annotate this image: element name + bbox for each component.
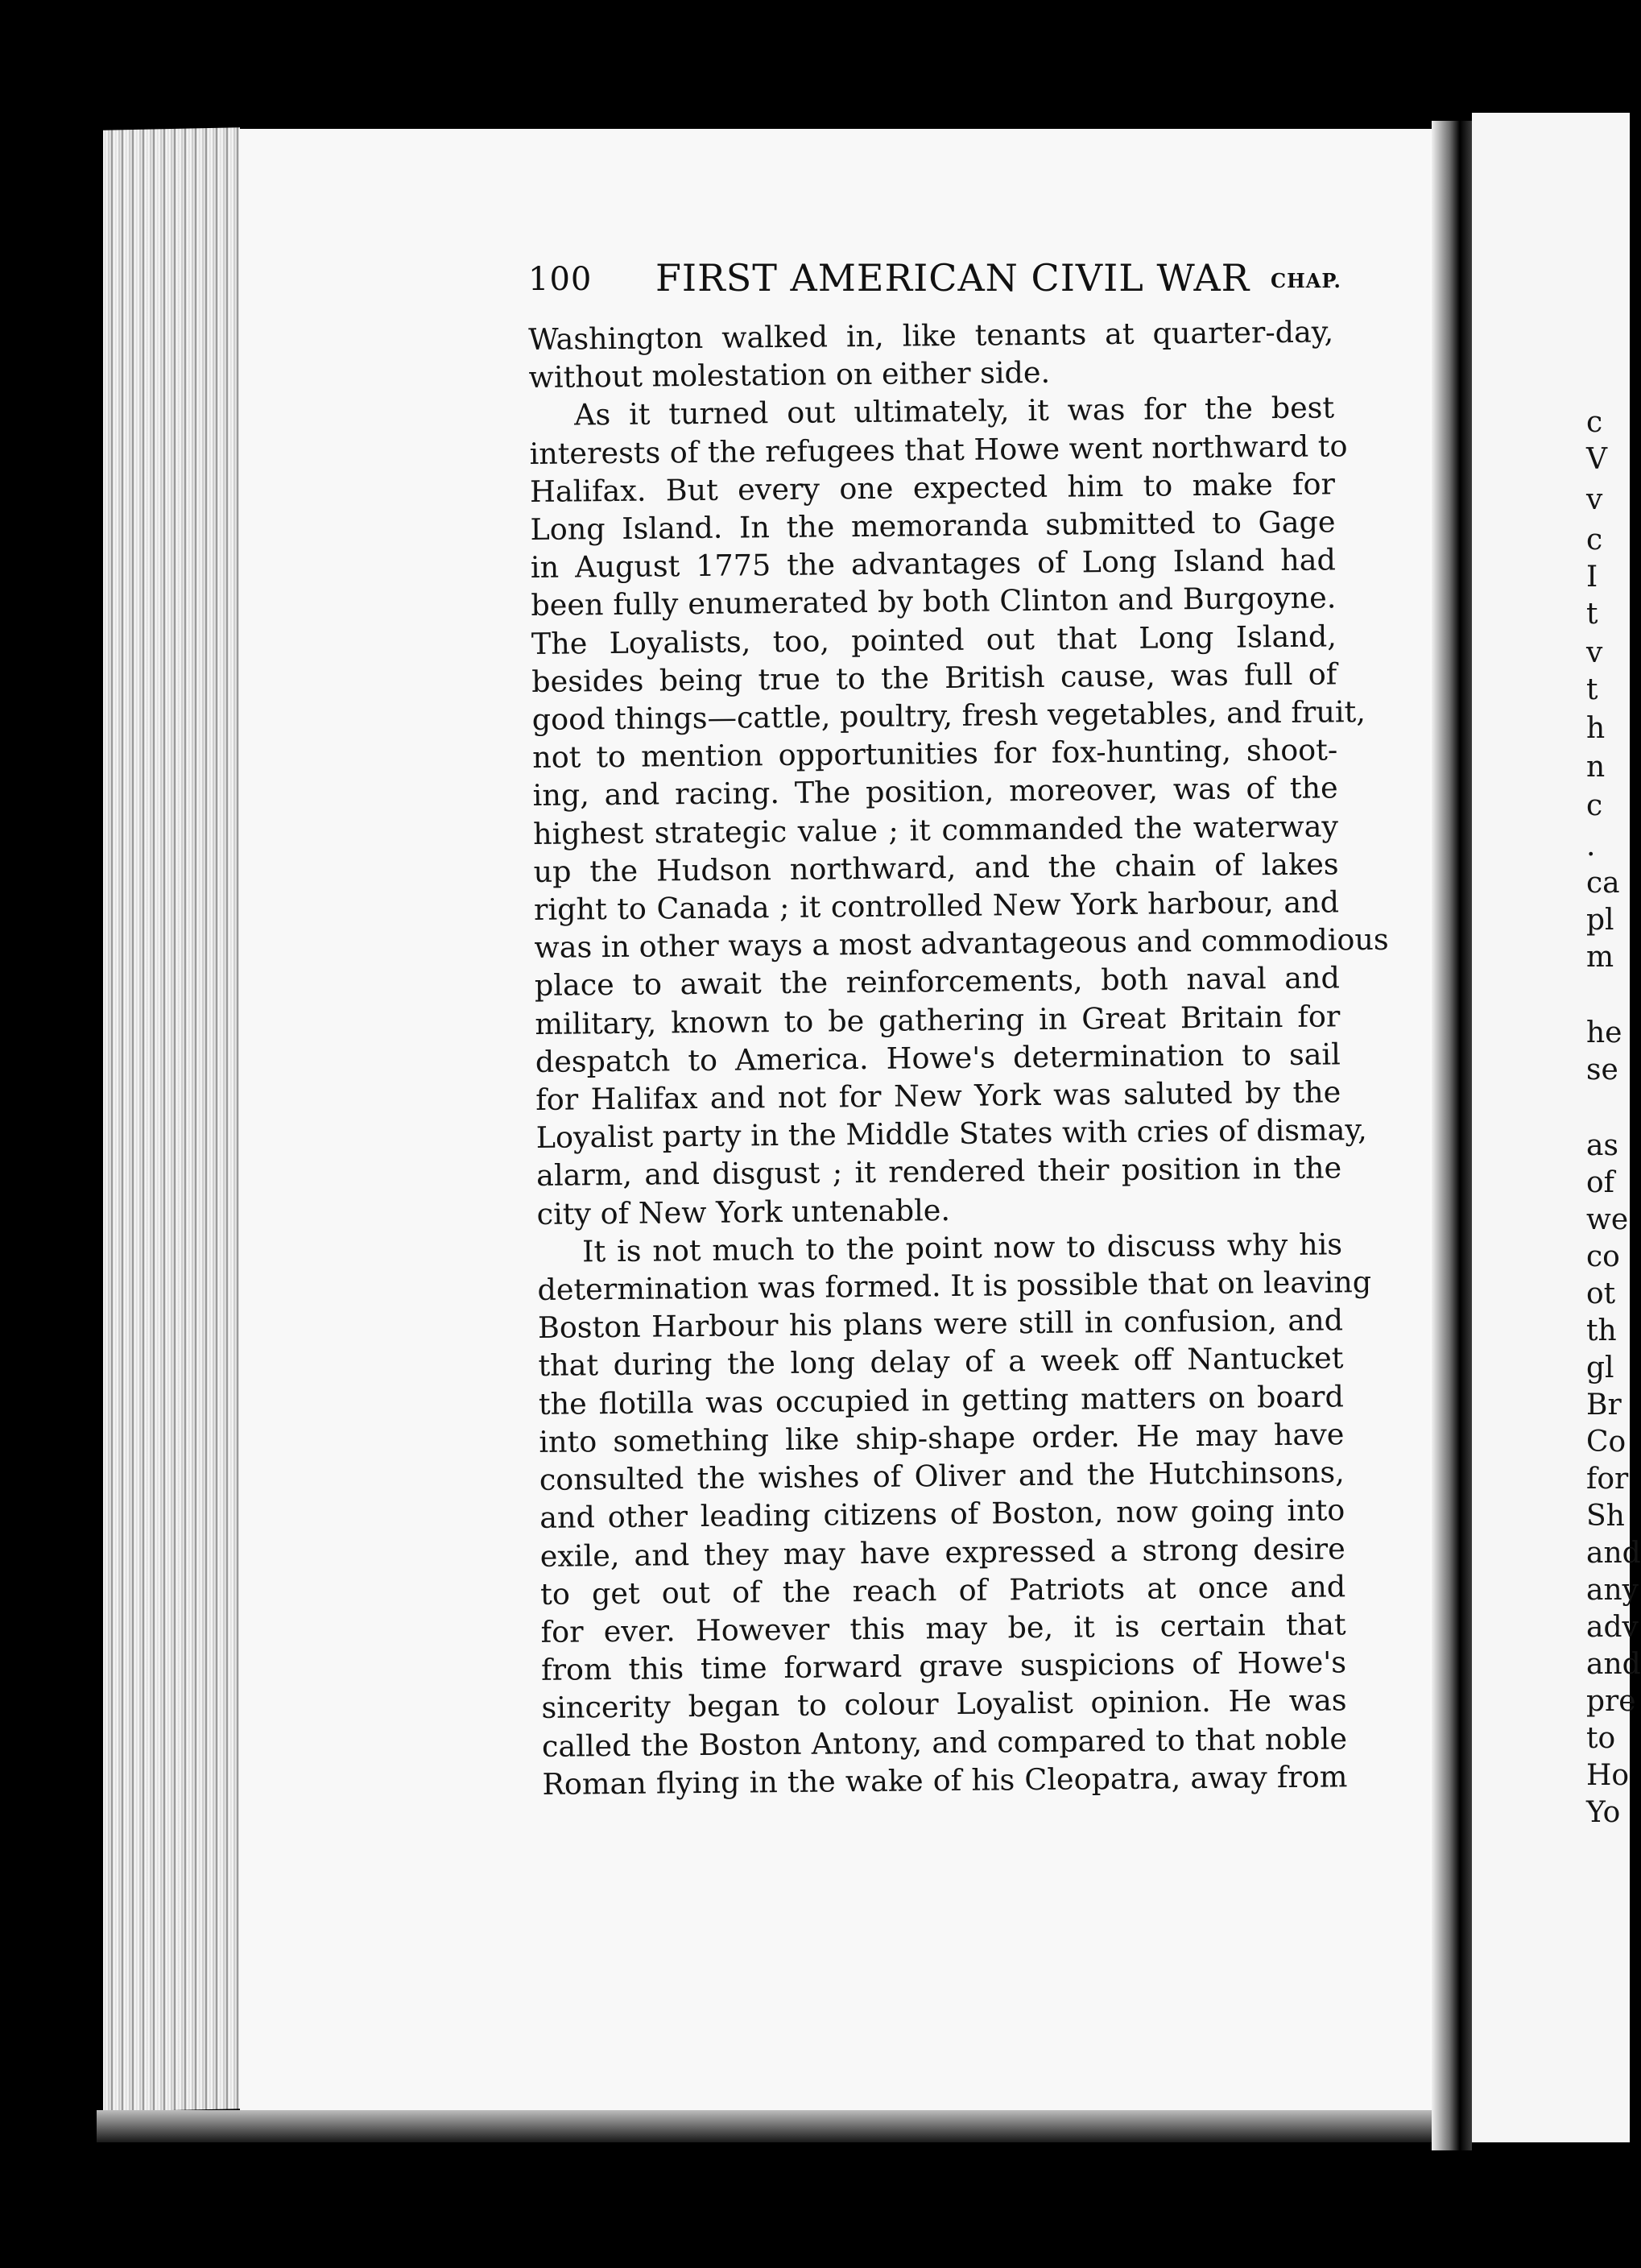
text-line: consulted the wishes of Oliver and the Hutchinsons, <box>539 1455 1345 1498</box>
text-line: the flotilla was occupied in getting matters on board <box>538 1379 1345 1422</box>
next-page-fragment: c <box>1586 789 1603 822</box>
next-page-fragment: V <box>1586 443 1607 476</box>
next-page-fragment: and <box>1586 1648 1641 1681</box>
next-page-fragment: v <box>1586 636 1603 669</box>
running-title: FIRST AMERICAN CIVIL WAR <box>655 256 1250 300</box>
text-line: in August 1775 the advantages of Long Island had <box>530 542 1337 586</box>
text-line: Washington walked in, like tenants at quarter-day, <box>528 314 1334 357</box>
next-page-fragment: Yo <box>1586 1796 1621 1829</box>
next-page-fragment: pre <box>1586 1685 1636 1718</box>
text-line: called the Boston Antony, and compared to that noble <box>541 1720 1348 1764</box>
text-line: It is not much to the point now to discuss why his <box>581 1227 1343 1269</box>
text-line: to get out of the reach of Patriots at once and <box>539 1569 1346 1612</box>
next-page-fragment: c <box>1586 406 1603 439</box>
text-line: highest strategic value ; it commanded the waterway <box>532 809 1339 851</box>
next-page-fragment: any <box>1586 1574 1639 1607</box>
text-line: and other leading citizens of Boston, now going into <box>539 1492 1345 1536</box>
text-line: Loyalist party in the Middle States with cries of dismay, <box>535 1112 1367 1156</box>
page-bottom-shadow <box>97 2110 1465 2142</box>
next-page-fragment: h <box>1586 712 1606 745</box>
next-page-fragment: . <box>1586 830 1596 863</box>
next-page-fragment: Sh <box>1586 1500 1625 1533</box>
next-page-fragment: he <box>1586 1016 1622 1049</box>
text-line: into something like ship-shape order. He may have <box>539 1417 1345 1459</box>
text-line: for Halifax and not for New York was saluted by the <box>535 1074 1341 1118</box>
next-page-fragment: ot <box>1586 1277 1616 1310</box>
next-page-fragment: of <box>1586 1166 1614 1199</box>
next-page-fragment: pl <box>1586 904 1614 937</box>
text-line: was in other ways a most advantageous and commodious <box>534 922 1389 966</box>
text-line: that during the long delay of a week off Nantucket <box>538 1340 1344 1384</box>
text-line: for ever. However this may be, it is certain that <box>540 1607 1346 1649</box>
text-line: The Loyalists, too, pointed out that Long Island, <box>531 619 1337 661</box>
running-header <box>528 256 1341 304</box>
text-line: good things—cattle, poultry, fresh vegetables, and fruit, <box>531 694 1366 738</box>
next-page-fragment: and <box>1586 1537 1641 1570</box>
text-line: Roman flying in the wake of his Cleopatra, away from <box>542 1759 1348 1802</box>
book-gutter <box>1432 121 1472 2150</box>
next-page-fragment: for <box>1586 1463 1629 1496</box>
next-page-fragment: adv <box>1586 1611 1639 1644</box>
page-fore-edge <box>103 127 240 2112</box>
text-line: city of New York untenable. <box>536 1192 951 1231</box>
text-line: despatch to America. Howe's determination to sail <box>535 1037 1341 1079</box>
text-line: alarm, and disgust ; it rendered their position in the <box>535 1150 1342 1194</box>
next-page-fragment: co <box>1586 1240 1620 1273</box>
next-page-fragment: Br <box>1586 1389 1622 1422</box>
next-page-fragment: v <box>1586 483 1603 516</box>
text-line: sincerity began to colour Loyalist opinion. He was <box>541 1682 1347 1726</box>
next-page-fragment: n <box>1586 751 1606 784</box>
next-page-fragment: to <box>1586 1722 1616 1755</box>
text-line: ing, and racing. The position, moreover, was of the <box>532 770 1338 813</box>
next-page-fragment: I <box>1586 561 1598 594</box>
next-page-fragment: t <box>1586 673 1598 706</box>
text-line: Long Island. In the memoranda submitted to Gage <box>530 504 1336 548</box>
text-line: place to await the reinforcements, both naval and <box>534 960 1341 1004</box>
chapter-abbreviation: CHAP. <box>1271 269 1341 292</box>
text-line: without molestation on either side. <box>528 354 1051 395</box>
next-page-text <box>1578 0 1641 2268</box>
body-text <box>528 312 1389 1802</box>
text-line: Halifax. But every one expected him to make for <box>529 466 1336 509</box>
next-page-fragment: we <box>1586 1203 1629 1236</box>
next-page-fragment: c <box>1586 524 1603 557</box>
text-line: military, known to be gathering in Great Britain for <box>535 999 1341 1041</box>
next-page-fragment: ca <box>1586 867 1620 900</box>
next-page-fragment: Co <box>1586 1426 1627 1459</box>
next-page-fragment: as <box>1586 1129 1618 1162</box>
text-line: interests of the refugees that Howe went northward to <box>529 428 1348 471</box>
text-line: right to Canada ; it controlled New York harbour, and <box>533 884 1340 928</box>
next-page-fragment: Ho <box>1586 1759 1630 1792</box>
next-page-fragment: t <box>1586 598 1598 631</box>
next-page-fragment: m <box>1586 941 1614 974</box>
next-page-fragment: gl <box>1586 1351 1614 1384</box>
text-line: been fully enumerated by both Clinton and Burgoyne. <box>531 580 1337 623</box>
text-line: from this time forward grave suspicions of Howe's <box>540 1645 1347 1688</box>
page-number: 100 <box>528 261 593 298</box>
text-line: besides being true to the British cause, was full of <box>531 656 1337 699</box>
text-line: As it turned out ultimately, it was for the best <box>573 390 1335 432</box>
text-line: determination was formed. It is possible that on leaving <box>537 1264 1372 1308</box>
text-line: exile, and they may have expressed a strong desire <box>539 1530 1345 1574</box>
text-line: not to mention opportunities for fox-hunting, shoot- <box>532 732 1338 776</box>
next-page-fragment: se <box>1586 1053 1618 1086</box>
next-page-fragment: th <box>1586 1314 1617 1347</box>
text-line: Boston Harbour his plans were still in confusion, and <box>537 1302 1344 1346</box>
text-line: up the Hudson northward, and the chain of lakes <box>533 846 1339 889</box>
